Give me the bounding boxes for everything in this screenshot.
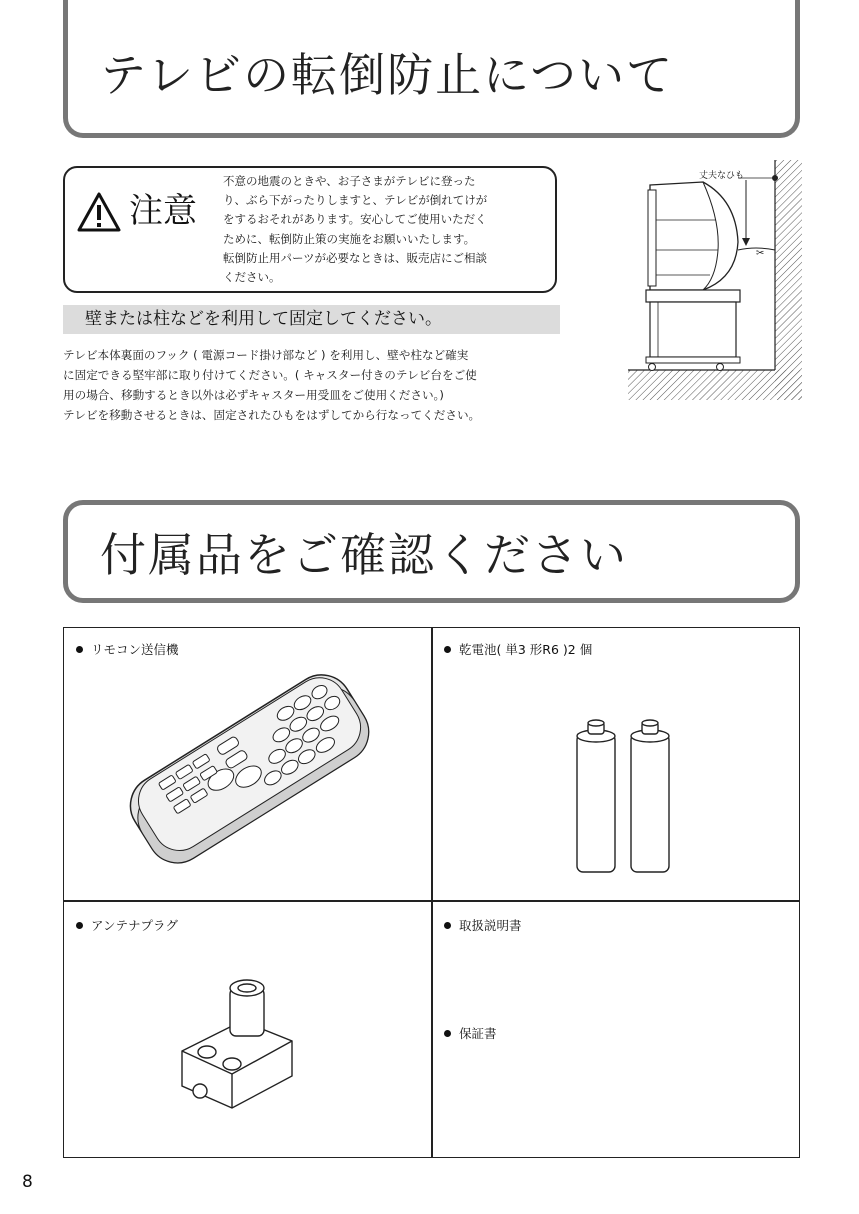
caution-line: ために、転倒防止策の実施をお願いいたします。 xyxy=(223,231,476,246)
bullet-icon xyxy=(76,922,83,929)
accessory-label-manual: 取扱説明書 xyxy=(444,918,522,934)
remote-control-illustration xyxy=(104,653,394,883)
string-label: 丈夫なひも xyxy=(699,171,745,181)
bullet-icon xyxy=(444,646,451,653)
tv-wall-illustration xyxy=(628,160,803,400)
section-title-accessories: 付属品をご確認ください xyxy=(100,528,628,582)
tv-anchoring-diagram xyxy=(628,160,803,400)
body-text xyxy=(63,345,565,425)
bullet-icon xyxy=(76,646,83,653)
table-divider-horizontal xyxy=(64,900,799,902)
subheading-text: 壁または柱などを利用して固定してください。 xyxy=(85,309,442,329)
body-line: テレビ本体裏面のフック ( 電源コード掛け部など ) を利用し、壁や柱など確実 xyxy=(63,348,469,362)
bullet-icon xyxy=(444,1030,451,1037)
body-line: 用の場合、移動するとき以外は必ずキャスター用受皿をご使用ください。) xyxy=(63,388,444,402)
warning-triangle-icon xyxy=(77,192,121,232)
caution-box xyxy=(63,166,557,293)
caution-line: ください。 xyxy=(223,270,281,285)
table-divider-vertical xyxy=(431,628,433,1157)
antenna-plug-illustration xyxy=(172,966,322,1116)
caution-text xyxy=(223,172,553,287)
section-title-box-tip-over xyxy=(63,0,800,138)
svg-text:✂: ✂ xyxy=(756,248,765,259)
accessories-table xyxy=(63,627,800,1158)
batteries-illustration xyxy=(569,716,679,876)
caution-line: 転倒防止用パーツが必要なときは、販売店にご相談 xyxy=(223,250,488,265)
body-line: テレビを移動させるときは、固定されたひもをはずしてから行なってください。 xyxy=(63,408,481,422)
accessory-label-batteries: 乾電池( 単3 形R6 )2 個 xyxy=(444,642,592,658)
caution-label: 注意 xyxy=(129,191,197,231)
accessory-label-warranty: 保証書 xyxy=(444,1026,497,1042)
body-line: に固定できる堅牢部に取り付けてください。( キャスター付きのテレビ台をご使 xyxy=(63,368,477,382)
page-number: 8 xyxy=(22,1172,33,1192)
caution-line: り、ぶら下がったりしますと、テレビが倒れてけが xyxy=(223,193,488,208)
subheading-bar xyxy=(63,305,560,334)
caution-heading xyxy=(77,188,212,234)
section-title-tip-over: テレビの転倒防止について xyxy=(100,48,675,102)
accessory-label-antenna-plug: アンテナプラグ xyxy=(76,918,178,934)
bullet-icon xyxy=(444,922,451,929)
caution-line: をするおそれがあります。安心してご使用いただく xyxy=(223,212,487,227)
section-title-box-accessories xyxy=(63,500,800,603)
caution-line: 不意の地震のときや、お子さまがテレビに登った xyxy=(223,174,476,188)
accessory-label-remote: リモコン送信機 xyxy=(76,642,179,658)
